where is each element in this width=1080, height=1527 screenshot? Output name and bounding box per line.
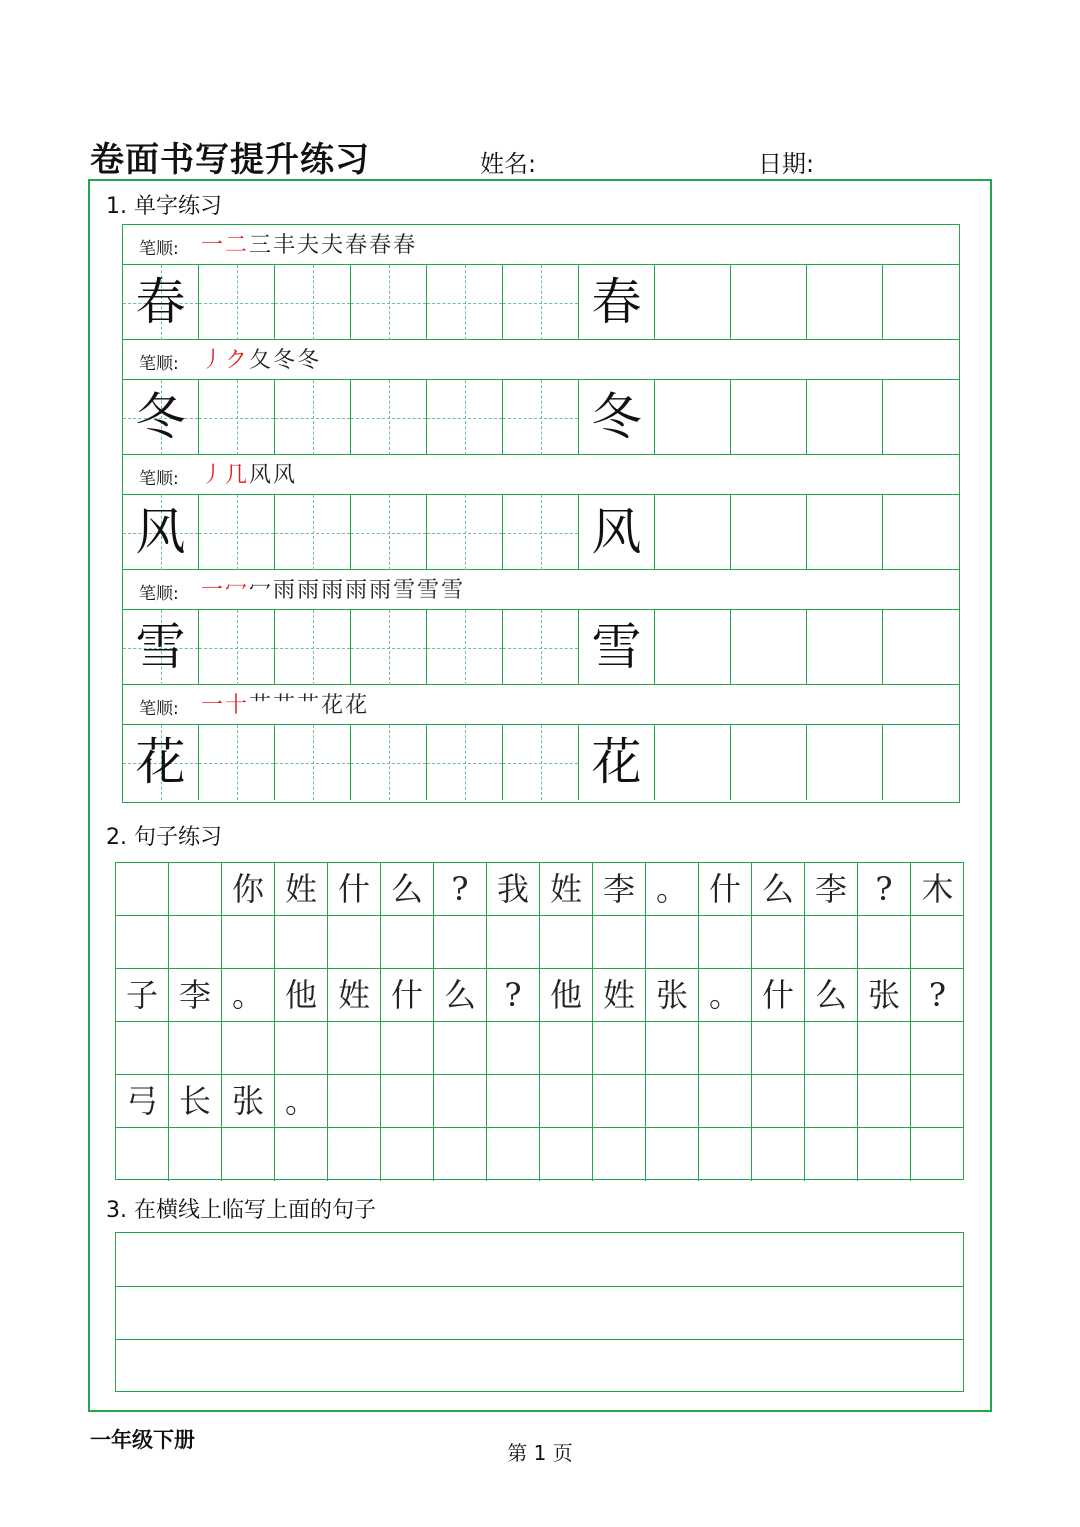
section-title-sentence: 2. 句子练习: [106, 825, 222, 850]
stroke-step: 雪: [441, 578, 466, 603]
practice-cell: [427, 265, 503, 340]
model-character: 花: [135, 733, 186, 791]
sentence-cell: 什: [381, 969, 434, 1022]
page-number: 第 1 页: [507, 1441, 573, 1465]
stroke-step: 花: [345, 693, 370, 718]
model-char-cell: [579, 495, 655, 570]
stroke-step: 夫: [321, 233, 346, 258]
practice-cell: [655, 610, 731, 685]
sentence-cell: 。: [646, 863, 699, 916]
practice-cell: [655, 725, 731, 800]
model-char-cell: [123, 495, 199, 570]
sentence-cell: 张: [858, 969, 911, 1022]
sentence-cell: ?: [487, 969, 540, 1022]
sentence-cell: 李: [805, 863, 858, 916]
sentence-cell: [911, 1022, 964, 1075]
sentence-cell: [434, 1022, 487, 1075]
practice-cell: [275, 725, 351, 800]
model-char-cell: [579, 725, 655, 800]
sentence-cell: [116, 916, 169, 969]
stroke-sequence: [201, 688, 369, 719]
model-char-cell: [579, 265, 655, 340]
practice-cell: [883, 610, 959, 685]
stroke-step: 丿: [201, 463, 226, 488]
sentence-cell: [805, 1022, 858, 1075]
stroke-step: 丿: [201, 348, 226, 373]
sentence-cell: [646, 1128, 699, 1181]
model-char-cell: [123, 265, 199, 340]
stroke-step: 冖: [225, 578, 250, 603]
sentence-cell: [434, 1128, 487, 1181]
sentence-cell: [752, 1022, 805, 1075]
practice-cell: [427, 380, 503, 455]
practice-cell: [427, 725, 503, 800]
model-character: 冬: [135, 388, 186, 446]
stroke-step: 二: [225, 233, 250, 258]
sentence-cell: [487, 1022, 540, 1075]
sentence-cell: [699, 1128, 752, 1181]
sentence-cell: [381, 1128, 434, 1181]
practice-cell: [655, 380, 731, 455]
sentence-cell: [222, 916, 275, 969]
practice-cell: [731, 265, 807, 340]
sentence-cell: 么: [434, 969, 487, 1022]
practice-cell: [731, 610, 807, 685]
practice-cell: [731, 725, 807, 800]
sentence-grid-row: [116, 1075, 963, 1128]
sentence-cell: [858, 1075, 911, 1128]
sentence-cell: [328, 1075, 381, 1128]
model-char-cell: [123, 725, 199, 800]
stroke-step: 春: [345, 233, 370, 258]
stroke-step: 夂: [249, 348, 274, 373]
practice-cell: [503, 610, 579, 685]
sentence-cell: 。: [699, 969, 752, 1022]
model-char-cell: [579, 380, 655, 455]
sentence-cell: [858, 1022, 911, 1075]
stroke-step: 雨: [297, 578, 322, 603]
sentence-cell: [222, 1022, 275, 1075]
stroke-step: 十: [225, 693, 250, 718]
sentence-cell: [858, 916, 911, 969]
sentence-cell: [275, 1128, 328, 1181]
practice-cell: [351, 610, 427, 685]
sentence-cell: 什: [699, 863, 752, 916]
sentence-cell: 他: [540, 969, 593, 1022]
sentence-cell: [646, 1075, 699, 1128]
model-character: 春: [591, 273, 642, 331]
sentence-cell: 姓: [328, 969, 381, 1022]
sentence-cell: [116, 1022, 169, 1075]
name-label: 姓名:: [480, 150, 537, 178]
sentence-cell: [169, 1022, 222, 1075]
practice-cell: [275, 265, 351, 340]
stroke-order-row: [123, 225, 959, 265]
sentence-cell: [540, 1128, 593, 1181]
stroke-step: 艹: [249, 693, 274, 718]
practice-cell: [275, 495, 351, 570]
sentence-grid-row: [116, 1128, 963, 1181]
sentence-cell: 你: [222, 863, 275, 916]
sentence-grid-row: [116, 1022, 963, 1075]
sentence-cell: [593, 1022, 646, 1075]
sentence-cell: [275, 1022, 328, 1075]
practice-cell: [351, 725, 427, 800]
sentence-cell: [487, 1075, 540, 1128]
sentence-cell: [752, 1128, 805, 1181]
sentence-cell: [381, 1022, 434, 1075]
sentence-cell: [328, 916, 381, 969]
sentence-cell: [169, 916, 222, 969]
copy-line: [116, 1286, 963, 1287]
stroke-step: 冬: [297, 348, 322, 373]
sentence-cell: [381, 916, 434, 969]
sentence-cell: 什: [752, 969, 805, 1022]
sentence-cell: [911, 1128, 964, 1181]
practice-cell: [883, 495, 959, 570]
sentence-cell: 姓: [275, 863, 328, 916]
stroke-step: 一: [201, 233, 226, 258]
stroke-step: 夫: [297, 233, 322, 258]
stroke-step: 雨: [345, 578, 370, 603]
stroke-step: 雨: [369, 578, 394, 603]
stroke-sequence: [201, 228, 417, 259]
sentence-cell: [699, 1022, 752, 1075]
practice-cell: [275, 380, 351, 455]
practice-cell: [199, 495, 275, 570]
practice-cell: [427, 495, 503, 570]
copy-line: [116, 1339, 963, 1340]
stroke-step: 冬: [273, 348, 298, 373]
section-title-copy-lines: 3. 在横线上临写上面的句子: [106, 1198, 376, 1223]
practice-cell: [807, 265, 883, 340]
sentence-cell: [699, 916, 752, 969]
sentence-cell: [487, 916, 540, 969]
model-char-cell: [579, 610, 655, 685]
sentence-cell: 张: [222, 1075, 275, 1128]
sentence-cell: ?: [858, 863, 911, 916]
stroke-step: 雨: [321, 578, 346, 603]
sentence-cell: 什: [328, 863, 381, 916]
sentence-cell: [805, 1075, 858, 1128]
sentence-cell: [593, 916, 646, 969]
sentence-cell: [858, 1128, 911, 1181]
sentence-cell: [540, 1022, 593, 1075]
sentence-cell: [275, 916, 328, 969]
practice-cell: [807, 380, 883, 455]
section-title-single-char: 1. 单字练习: [106, 194, 222, 219]
sentence-cell: 弓: [116, 1075, 169, 1128]
sentence-cell: [911, 916, 964, 969]
practice-cell-row: [123, 725, 959, 800]
stroke-step: 丰: [273, 233, 298, 258]
sentence-cell: [805, 916, 858, 969]
sentence-cell: [805, 1128, 858, 1181]
model-char-cell: [123, 380, 199, 455]
practice-cell: [199, 610, 275, 685]
stroke-step: 春: [393, 233, 418, 258]
model-character: 雪: [135, 618, 186, 676]
model-character: 风: [591, 503, 642, 561]
sentence-cell: [169, 1128, 222, 1181]
sentence-cell: [381, 1075, 434, 1128]
stroke-step: 春: [369, 233, 394, 258]
stroke-sequence: [201, 343, 321, 374]
practice-cell: [503, 380, 579, 455]
practice-cell-row: [123, 265, 959, 340]
stroke-order-label: 笔顺:: [139, 239, 179, 259]
single-char-grid: [122, 224, 960, 803]
sentence-cell: 木: [921, 870, 954, 908]
practice-cell: [883, 380, 959, 455]
sentence-cell: [116, 1128, 169, 1181]
sentence-cell: 张: [646, 969, 699, 1022]
practice-cell: [655, 265, 731, 340]
practice-cell: [503, 725, 579, 800]
sentence-cell: 。: [222, 969, 275, 1022]
stroke-step: 冖: [249, 578, 274, 603]
sentence-cell: [169, 863, 222, 916]
stroke-order-row: [123, 340, 959, 380]
practice-cell: [351, 380, 427, 455]
model-character: 雪: [591, 618, 642, 676]
stroke-order-row: [123, 570, 959, 610]
sentence-cell: [434, 1075, 487, 1128]
practice-cell: [883, 265, 959, 340]
stroke-step: 几: [225, 463, 250, 488]
sentence-cell: 我: [487, 863, 540, 916]
stroke-step: 雨: [273, 578, 298, 603]
sentence-cell: [434, 916, 487, 969]
stroke-order-row: [123, 685, 959, 725]
practice-cell: [807, 610, 883, 685]
sentence-grid-row: [116, 863, 963, 916]
sentence-cell: [328, 1128, 381, 1181]
sentence-cell: ?: [434, 863, 487, 916]
practice-cell: [655, 495, 731, 570]
sentence-cell: 李: [169, 969, 222, 1022]
stroke-step: 一: [201, 693, 226, 718]
practice-cell: [883, 725, 959, 800]
stroke-step: 三: [249, 233, 274, 258]
sentence-cell: [540, 916, 593, 969]
sentence-cell: 子: [116, 969, 169, 1022]
stroke-step: 风: [273, 463, 298, 488]
practice-cell: [275, 610, 351, 685]
sentence-cell: [752, 1075, 805, 1128]
stroke-order-label: 笔顺:: [139, 469, 179, 489]
grade-label: 一年级下册: [90, 1428, 195, 1452]
stroke-order-label: 笔顺:: [139, 699, 179, 719]
model-character: 花: [591, 733, 642, 791]
model-char-cell: [123, 610, 199, 685]
sentence-cell: 。: [275, 1075, 328, 1128]
stroke-order-row: [123, 455, 959, 495]
practice-cell: [199, 380, 275, 455]
sentence-cell: 姓: [593, 969, 646, 1022]
practice-cell: [199, 725, 275, 800]
sentence-cell: [540, 1075, 593, 1128]
sentence-cell: 么: [805, 969, 858, 1022]
practice-cell: [731, 495, 807, 570]
stroke-step: 花: [321, 693, 346, 718]
sentence-cell: [752, 916, 805, 969]
practice-cell: [351, 265, 427, 340]
sentence-cell: [593, 1128, 646, 1181]
stroke-step: 艹: [297, 693, 322, 718]
sentence-cell: 他: [275, 969, 328, 1022]
practice-cell: [503, 265, 579, 340]
stroke-step: 一: [201, 578, 226, 603]
sentence-cell: ?: [928, 976, 947, 1014]
page-title: 卷面书写提升练习: [90, 140, 370, 180]
sentence-cell: [328, 1022, 381, 1075]
practice-cell: [807, 495, 883, 570]
sentence-cell: 么: [381, 863, 434, 916]
practice-cell: [351, 495, 427, 570]
date-label: 日期:: [758, 150, 815, 178]
sentence-cell: 长: [169, 1075, 222, 1128]
sentence-cell: 姓: [540, 863, 593, 916]
sentence-cell: [116, 863, 169, 916]
practice-cell-row: [123, 495, 959, 570]
sentence-cell: 李: [593, 863, 646, 916]
model-character: 冬: [591, 388, 642, 446]
copy-lines-box: [115, 1232, 964, 1392]
model-character: 风: [135, 503, 186, 561]
sentence-cell: [699, 1075, 752, 1128]
sentence-grid: [115, 862, 964, 1180]
practice-cell: [199, 265, 275, 340]
stroke-order-label: 笔顺:: [139, 584, 179, 604]
sentence-cell: 么: [752, 863, 805, 916]
sentence-cell: [222, 1128, 275, 1181]
stroke-sequence: [201, 573, 465, 604]
stroke-step: 雪: [393, 578, 418, 603]
practice-cell-row: [123, 380, 959, 455]
stroke-sequence: [201, 458, 297, 489]
stroke-order-label: 笔顺:: [139, 354, 179, 374]
sentence-cell: [646, 1022, 699, 1075]
practice-cell: [807, 725, 883, 800]
practice-cell: [503, 495, 579, 570]
practice-cell: [731, 380, 807, 455]
stroke-step: 风: [249, 463, 274, 488]
model-character: 春: [135, 273, 186, 331]
stroke-step: 雪: [417, 578, 442, 603]
stroke-step: ク: [225, 348, 250, 373]
practice-cell-row: [123, 610, 959, 685]
sentence-cell: [911, 1075, 964, 1128]
stroke-step: 艹: [273, 693, 298, 718]
sentence-cell: [487, 1128, 540, 1181]
sentence-grid-row: [116, 916, 963, 969]
practice-cell: [427, 610, 503, 685]
sentence-cell: [646, 916, 699, 969]
sentence-cell: [593, 1075, 646, 1128]
sentence-grid-row: [116, 969, 963, 1022]
